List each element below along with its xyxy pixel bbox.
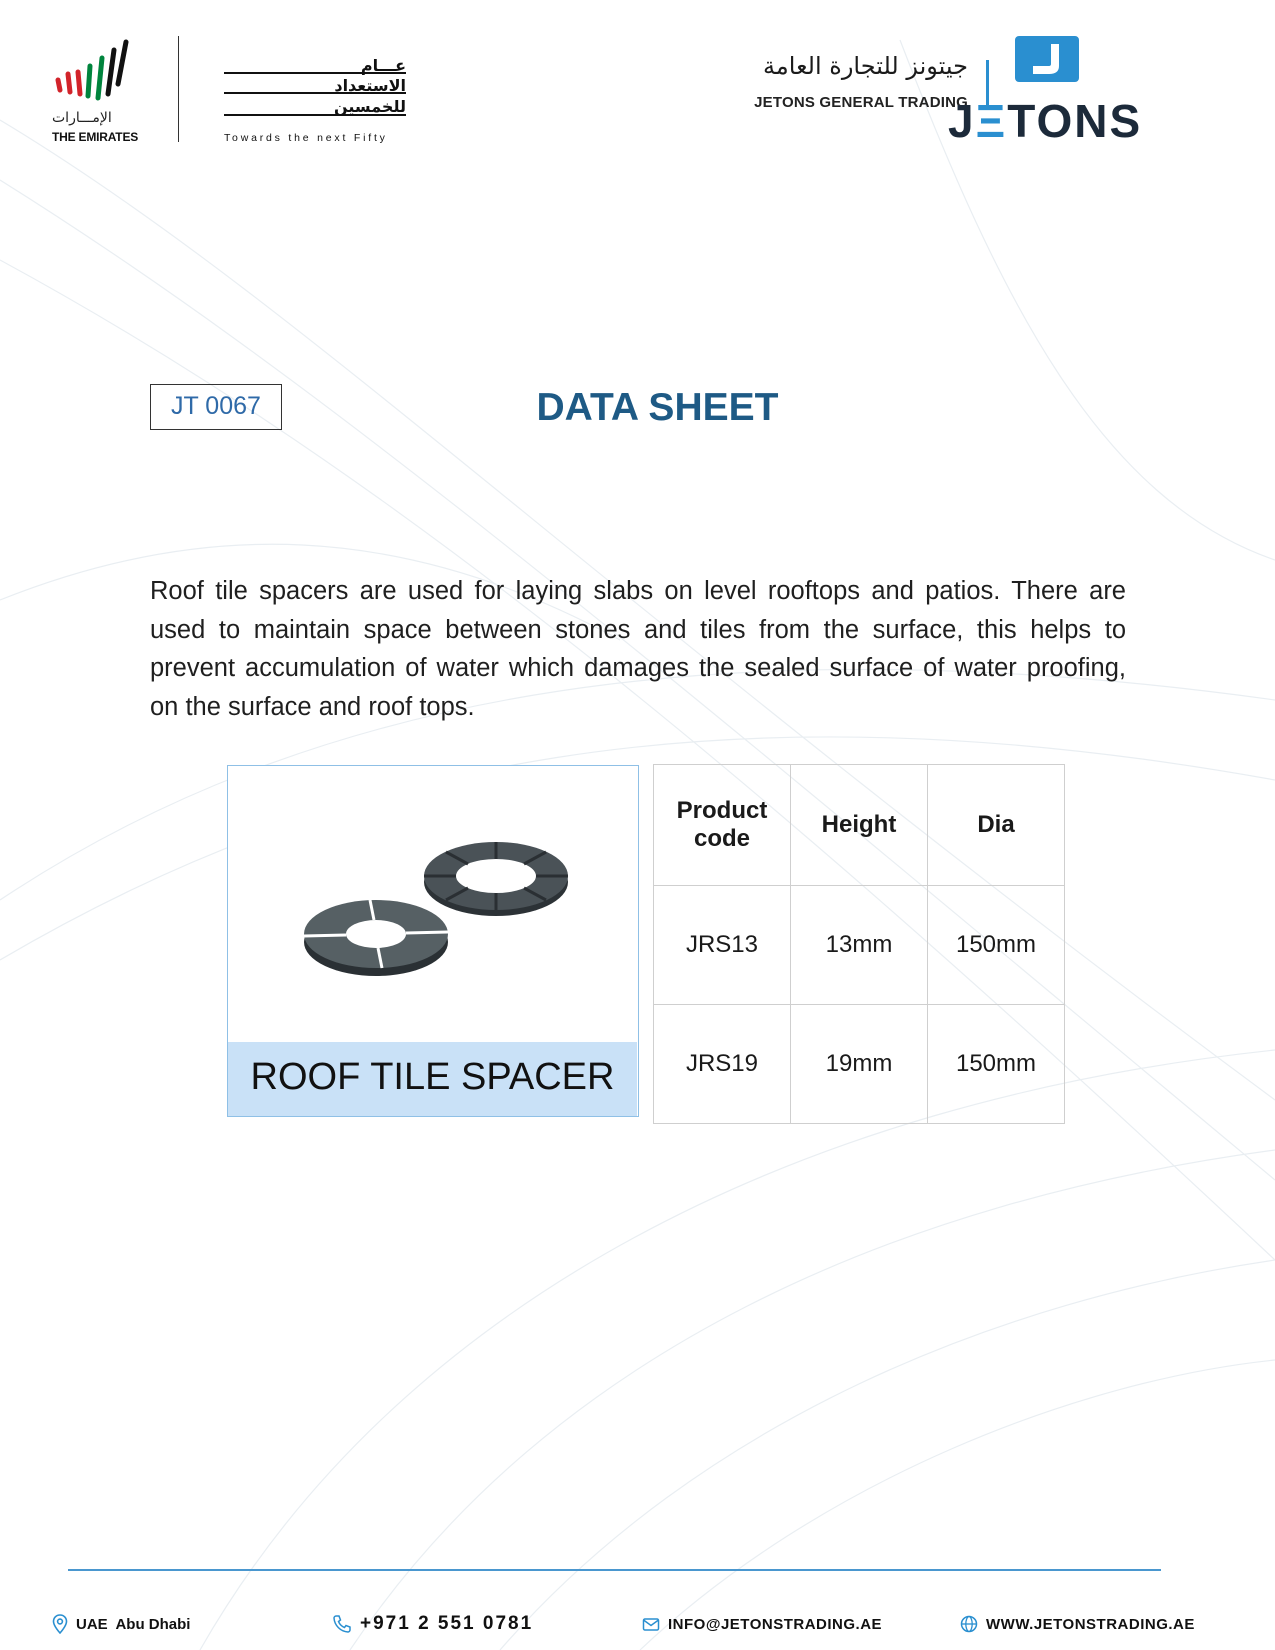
jetons-wordmark [948, 94, 1143, 148]
year-logo-line-2: الاستعداد [334, 76, 406, 95]
footer-email[interactable] [642, 1612, 882, 1636]
product-card [227, 765, 639, 1117]
cell-height: 19mm [791, 1005, 928, 1124]
header-divider [178, 36, 179, 142]
product-description: Roof tile spacers are used for laying slabs on level rooftops and patios. There are used to maintain space between stones and tiles from the surface, this helps to prevent accumulation of water which damages the sealed surface of water proofing, on the surface and roof tops. [150, 577, 1126, 721]
footer-website-text: WWW.JETONSTRADING.AE [986, 1615, 1195, 1633]
year-logo-line-1: عـــام [360, 56, 406, 75]
uae-logo-english-text: THE EMIRATES [52, 130, 139, 144]
footer-phone[interactable] [332, 1612, 533, 1636]
cell-product-code: JRS13 [654, 886, 791, 1005]
table-row [654, 1005, 1065, 1124]
footer-email-text: INFO@JETONSTRADING.AE [668, 1615, 883, 1633]
globe-icon [960, 1615, 978, 1633]
cell-height: 13mm [791, 886, 928, 1005]
company-name-english: JETONS GENERAL TRADING [754, 94, 968, 111]
wordmark-e: Ξ [975, 95, 1008, 147]
cell-dia: 150mm [928, 1005, 1065, 1124]
spec-table [653, 764, 1065, 1124]
uae-flag-logo-icon [52, 38, 136, 108]
wordmark-tons: TONS [1007, 95, 1143, 147]
location-pin-icon [52, 1614, 68, 1634]
product-code: JT 0067 [171, 392, 261, 420]
cell-product-code: JRS19 [654, 1005, 791, 1124]
roof-tile-spacer-image [228, 766, 637, 1042]
table-header-row [654, 765, 1065, 886]
product-label-band [228, 1042, 637, 1116]
product-label: ROOF TILE SPACER [250, 1056, 615, 1098]
header-brand [700, 36, 1200, 146]
column-header-dia: Dia [928, 765, 1065, 886]
year-logo-english-text: Towards the next Fifty [224, 132, 388, 144]
jetons-j-icon [1015, 36, 1079, 82]
footer-rule [68, 1569, 1161, 1571]
footer-phone-text: +971 2 551 0781 [360, 1613, 534, 1634]
footer-location-text: UAE Abu Dhabi [76, 1615, 191, 1633]
footer-location [52, 1612, 190, 1636]
wordmark-j: J [948, 95, 976, 147]
email-icon [642, 1615, 660, 1633]
cell-dia: 150mm [928, 886, 1065, 1005]
column-header-height: Height [791, 765, 928, 886]
phone-icon [332, 1614, 352, 1634]
footer-website[interactable] [960, 1612, 1195, 1636]
year-logo-line-3: للخمسين [333, 97, 406, 116]
company-name-arabic: جيتونز للتجارة العامة [763, 52, 968, 80]
table-row [654, 886, 1065, 1005]
uae-logo-arabic-text: الإمـــارات [52, 110, 112, 126]
header-partner-logos [50, 34, 420, 144]
page-title: DATA SHEET [536, 386, 779, 429]
column-header-product-code: Product code [654, 765, 791, 886]
product-code-box [150, 384, 282, 430]
